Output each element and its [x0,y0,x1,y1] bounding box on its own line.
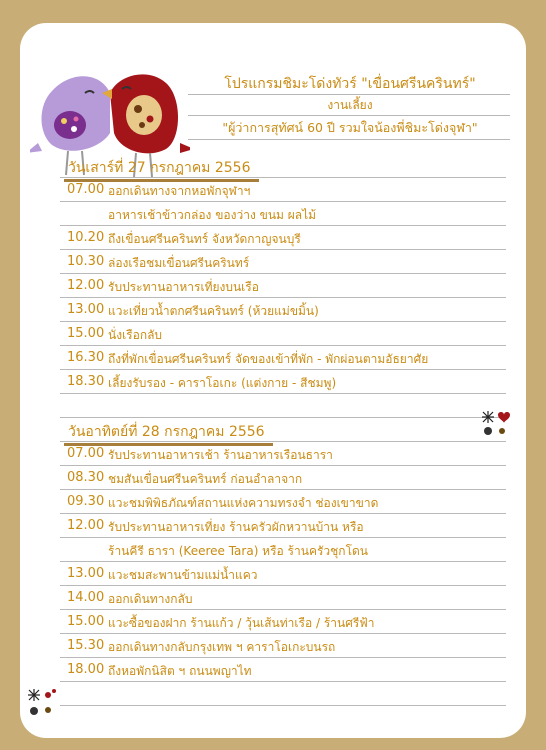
activity: ออกเดินทางกลับกรุงเทพ ฯ คาราโอเกะบนรถ [108,640,336,654]
day-title: วันอาทิตย์ที่ 28 กรกฎาคม 2556 [64,421,269,443]
schedule-row [20,563,526,587]
time: 15.00 [67,326,105,341]
time: 12.00 [67,518,105,533]
schedule-row [20,587,526,611]
activity: นั่งเรือกลับ [108,328,163,342]
schedule-row [20,299,526,323]
activity: แวะชมพิพิธภัณฑ์สถานแห่งความทรงจำ ช่องเขาขาด [108,496,379,510]
schedule-row [20,635,526,659]
activity: ถึงเขื่อนศรีนครินทร์ จังหวัดกาญจนบุรี [108,232,301,246]
schedule-row [20,539,526,563]
day-title: วันเสาร์ที่ 27 กรกฎาคม 2556 [64,157,255,179]
schedule-row [20,443,526,467]
time: 16.30 [67,350,105,365]
flower-ornament-icon [480,409,516,437]
blank-row [20,683,526,707]
subtitle-rule [188,115,510,116]
time: 10.20 [67,230,105,245]
time: 08.30 [67,470,105,485]
schedule-row [20,275,526,299]
time: 14.00 [67,590,105,605]
time: 13.00 [67,302,105,317]
schedule-row [20,371,526,395]
activity: แวะซื้อของฝาก ร้านแก้ว / วุ้นเส้นท่าเรือ / ร้านศรีฟ้า [108,616,375,630]
program-title: โปรแกรมชิมะโด่งทัวร์ "เขื่อนศรีนครินทร์" [224,76,476,92]
schedule-row [20,491,526,515]
activity: รับประทานอาหารเที่ยงบนเรือ [108,280,259,294]
schedule-row [20,611,526,635]
activity: ร้านคีรี ธารา (Keeree Tara) หรือ ร้านครัวชุกโดน [108,544,369,558]
schedule-row [20,203,526,227]
activity: ชมสันเขื่อนศรีนครินทร์ ก่อนอำลาจาก [108,472,303,486]
activity: ออกเดินทางจากหอพักจุฬาฯ [108,184,251,198]
time: 15.00 [67,614,105,629]
tagline-rule [188,139,510,140]
time: 13.00 [67,566,105,581]
day-header-row [20,419,526,443]
schedule-card [20,23,526,738]
activity: อาหารเช้าข้าวกล่อง ของว่าง ขนม ผลไม้ [108,208,317,222]
program-tagline: "ผู้ว่าการสุทัศน์ 60 ปี รวมใจน้องพี่ชิมะโด่งจุฬา" [222,120,478,135]
time: 12.00 [67,278,105,293]
time: 18.00 [67,662,105,677]
schedule-row [20,179,526,203]
activity: ล่องเรือชมเขื่อนศรีนครินทร์ [108,256,250,270]
day-header-row [20,155,526,179]
schedule-row [20,515,526,539]
activity: แวะเที่ยวน้ำตกศรีนครินทร์ (ห้วยแม่ขมิ้น) [108,304,319,318]
title-rule [188,94,510,95]
activity: ออกเดินทางกลับ [108,592,193,606]
activity: ถึงหอพักนิสิต ฯ ถนนพญาไท [108,664,252,678]
schedule-row [20,659,526,683]
activity: แวะชมสะพานข้ามแม่น้ำแคว [108,568,258,582]
time: 15.30 [67,638,105,653]
schedule-row [20,251,526,275]
time: 18.30 [67,374,105,389]
program-subtitle: งานเลี้ยง [327,98,373,112]
schedule-row [20,347,526,371]
flower-ornament-icon [26,687,62,717]
activity: ถึงที่พักเขื่อนศรีนครินทร์ จัดของเข้าที่พัก - พักผ่อนตามอัธยาศัย [108,352,429,366]
schedule-row [20,323,526,347]
time: 09.30 [67,494,105,509]
blank-row [20,395,526,419]
activity: รับประทานอาหารเที่ยง ร้านครัวผักหวานบ้าน หรือ [108,520,364,534]
schedule-row [20,227,526,251]
activity: รับประทานอาหารเช้า ร้านอาหารเรือนธารา [108,448,333,462]
time: 07.00 [67,446,105,461]
time: 10.30 [67,254,105,269]
time: 07.00 [67,182,105,197]
schedule-row [20,467,526,491]
activity: เลี้ยงรับรอง - คาราโอเกะ (แต่งกาย - สีชมพู) [108,376,337,390]
